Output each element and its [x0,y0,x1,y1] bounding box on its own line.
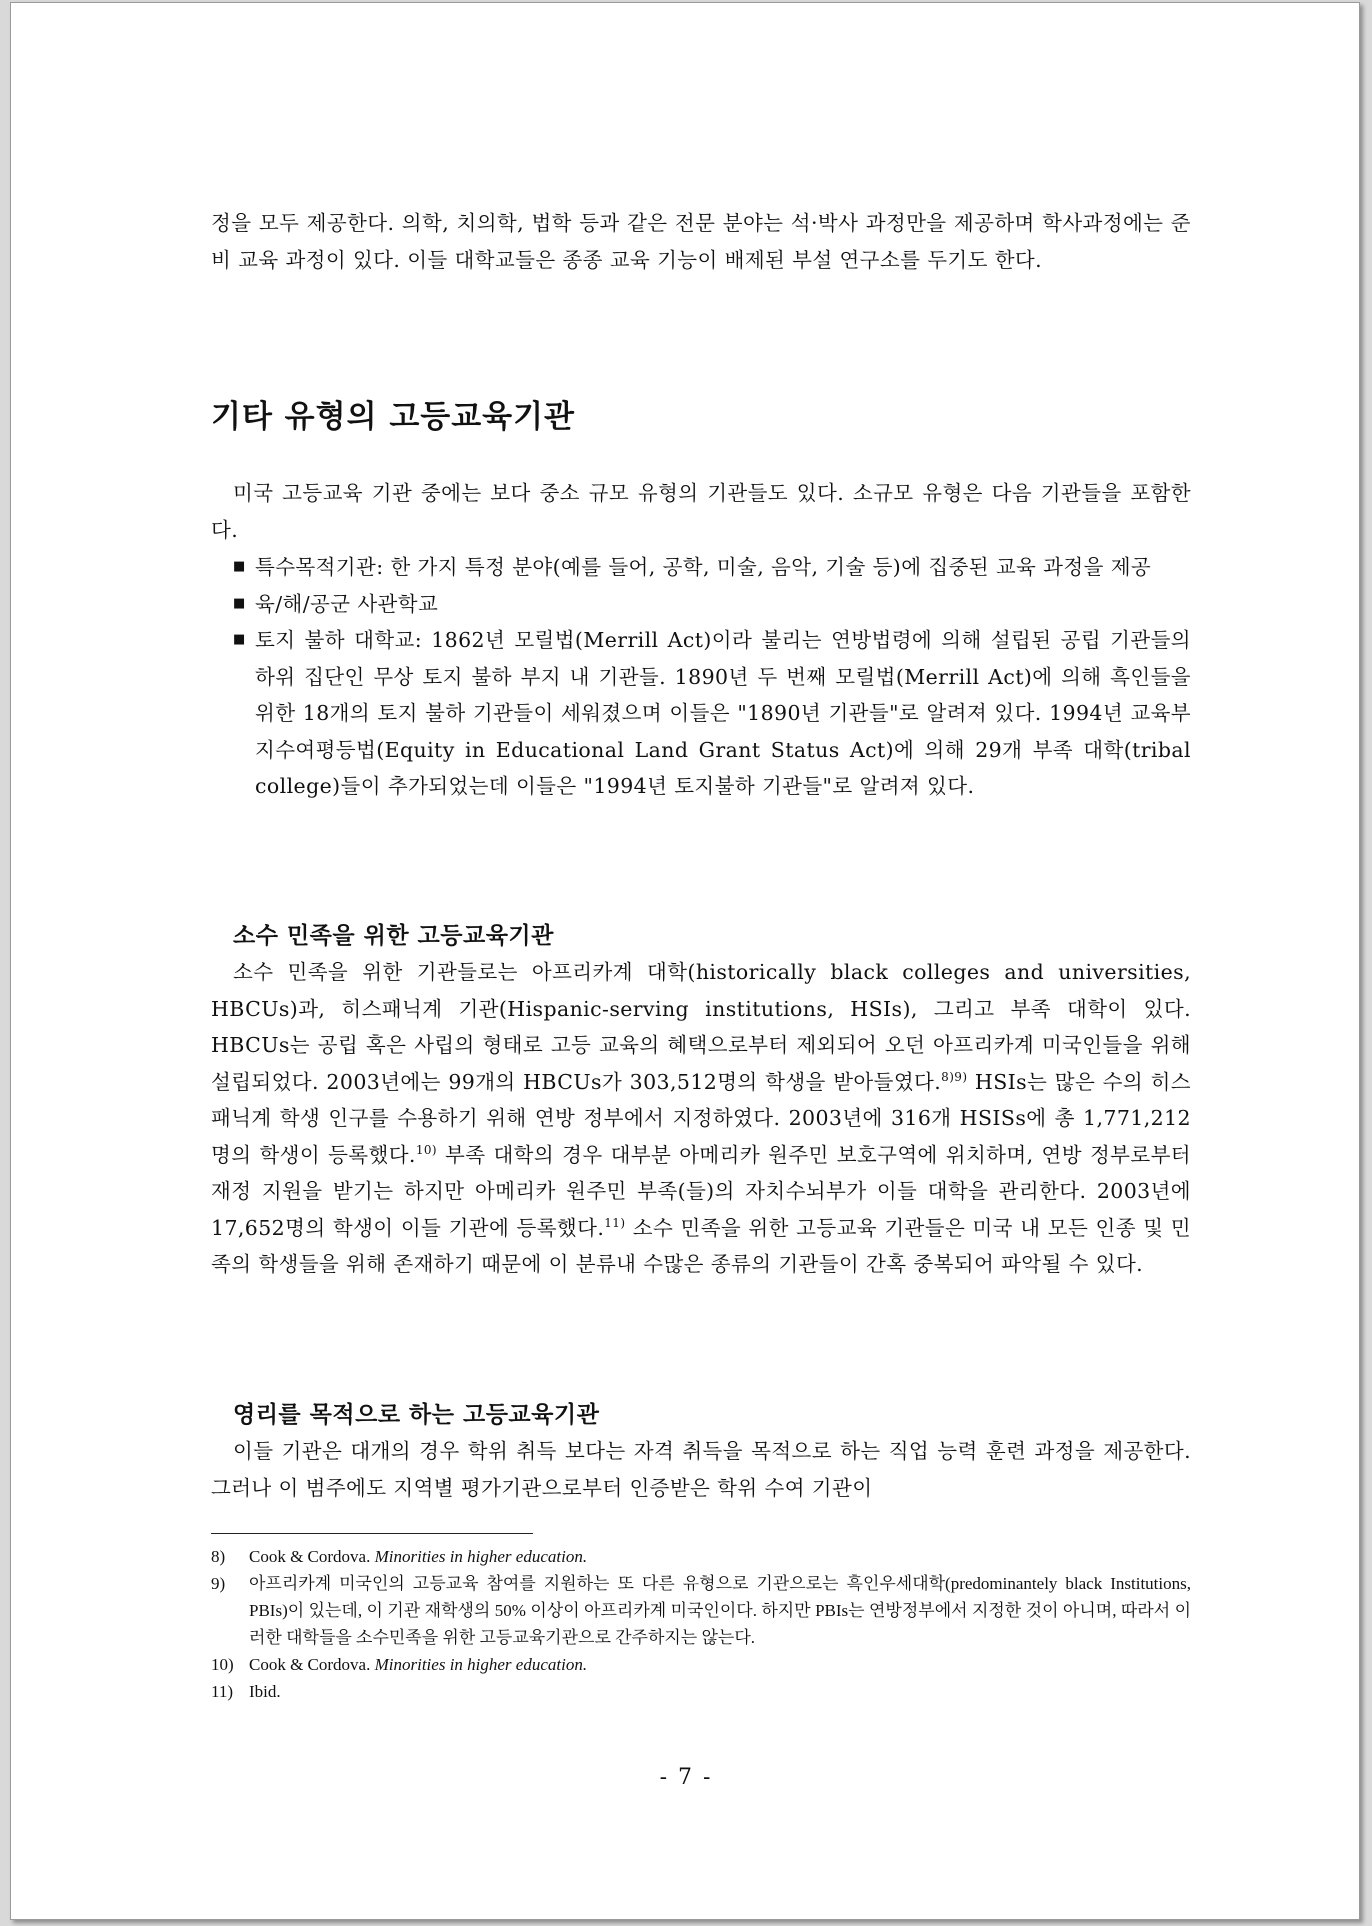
footnote-divider [211,1533,533,1534]
page-number: - 7 - [659,1765,713,1790]
list-item [211,549,1191,586]
footnote-text: 아프리카계 미국인의 고등교육 참여를 지원하는 또 다른 유형으로 기관으로는 흑인우세대학(predominantely black Institutions, PBIs)이 있는데, 이 기관 재학생의 50% 이상이 아프리카계 미국인이다. 하지만 PBIs는 연방정부에서 지정한 것이 아니며, 따라서 이러한 대학들을 소수민족을 위한 고등교육기관으로 간주하지는 않는다. [249,1574,1191,1647]
footnote-ref: 11) [604,1215,626,1230]
list-item-text: 육/해/공군 사관학교 [255,591,439,616]
list-item-text: 특수목적기관: 한 가지 특정 분야(예를 들어, 공학, 미술, 음악, 기술 등)에 집중된 교육 과정을 제공 [255,555,1152,579]
minority-text-a: 소수 민족을 위한 기관들로는 아프리카계 대학(historically black colleges and universities, HBCUs)과, 히스패닉계 기관(Hispanic-serving institutions, HSIs), 그리고 부족 대학이 있다. HBCUs는 공립 혹은 사립의 형태로 고등 교육의 혜택으로부터 제외되어 오던 아프리카계 미국인들을 위해 설립되었다. 2003년에는 99개의 HBCUs가 303,512명의 학생을 받아들였다. [211,960,1191,1094]
footnote-number: 8) [211,1547,226,1566]
footnote-italic: Minorities in higher education. [374,1547,588,1566]
square-bullet-icon: ■ [233,559,246,574]
minority-text-d: 소수 민족을 위한 고등교육 기관들은 미국 내 모든 인종 및 민족의 학생들을 위해 존재하기 때문에 이 분류내 수많은 종류의 기관들이 간혹 중복되어 파악될 수 있다. [211,1215,1191,1276]
square-bullet-icon: ■ [233,595,246,611]
footnote-list [211,1543,1191,1705]
section-title: 기타 유형의 고등교육기관 [211,399,575,435]
minority-section-title: 소수 민족을 위한 고등교육기관 [233,923,554,949]
square-bullet-icon: ■ [233,632,246,647]
footnote-text: Cook & Cordova. [249,1655,375,1674]
list-item [211,586,1191,623]
forprofit-paragraph: 이들 기관은 대개의 경우 학위 취득 보다는 자격 취득을 목적으로 하는 직업 능력 훈련 과정을 제공한다. 그러나 이 범주에도 지역별 평가기관으로부터 인증받은 학위 수여 기관이 [211,1439,1191,1500]
footnote-italic: Minorities in higher education. [374,1655,588,1674]
minority-text-c: 부족 대학의 경우 대부분 아메리카 원주민 보호구역에 위치하며, 연방 정부로부터 재정 지원을 받기는 하지만 아메리카 원주민 부족(들)의 자치수뇌부가 이들 대학을 관리한다. 2003년에 17,652명의 학생이 이들 기관에 등록했다. [211,1142,1191,1240]
footnote-item [211,1543,1191,1570]
minority-paragraph [211,954,1191,1283]
forprofit-section-title: 영리를 목적으로 하는 고등교육기관 [233,1402,600,1428]
footnote-number: 11) [211,1682,234,1701]
institution-type-list [211,549,1191,805]
minority-text-b: HSIs는 많은 수의 히스패닉계 학생 인구를 수용하기 위해 연방 정부에서 지정하였다. 2003년에 316개 HSISs에 총 1,771,212명의 학생이 등록했다. [211,1069,1191,1167]
footnote-text: Cook & Cordova. [249,1547,375,1566]
footnote-text: Ibid. [249,1682,281,1701]
footnote-number: 10) [211,1655,234,1674]
list-item [211,622,1191,805]
document-page [10,2,1360,1920]
list-item-text: 토지 불하 대학교: 1862년 모릴법(Merrill Act)이라 불리는 연방법령에 의해 설립된 공립 기관들의 하위 집단인 무상 토지 불하 부지 내 기관들. 1890년 두 번째 모릴법(Merrill Act)에 의해 흑인들을 위한 18개의 토지 불하 기관들이 세워졌으며 이들은 "1890년 기관들"로 알려져 있다. 1994년 교육부지수여평등법(Equity in Educational Land Grant Status Act)에 의해 29개 부족 대학(tribal college)들이 추가되었는데 이들은 "1994년 토지불하 기관들"로 알려져 있다. [255,628,1191,798]
footnote-item [211,1678,1191,1705]
footnote-item [211,1651,1191,1678]
footnote-item [211,1570,1191,1651]
footnote-number: 9) [211,1574,226,1593]
footnote-ref: 8)9) [941,1069,968,1084]
section-intro-paragraph: 미국 고등교육 기관 중에는 보다 중소 규모 유형의 기관들도 있다. 소규모 유형은 다음 기관들을 포함한다. [211,481,1191,542]
intro-paragraph: 정을 모두 제공한다. 의학, 치의학, 법학 등과 같은 전문 분야는 석·박사 과정만을 제공하며 학사과정에는 준비 교육 과정이 있다. 이들 대학교들은 종종 교육 기능이 배제된 부설 연구소를 두기도 한다. [211,211,1191,272]
footnote-ref: 10) [415,1142,437,1157]
